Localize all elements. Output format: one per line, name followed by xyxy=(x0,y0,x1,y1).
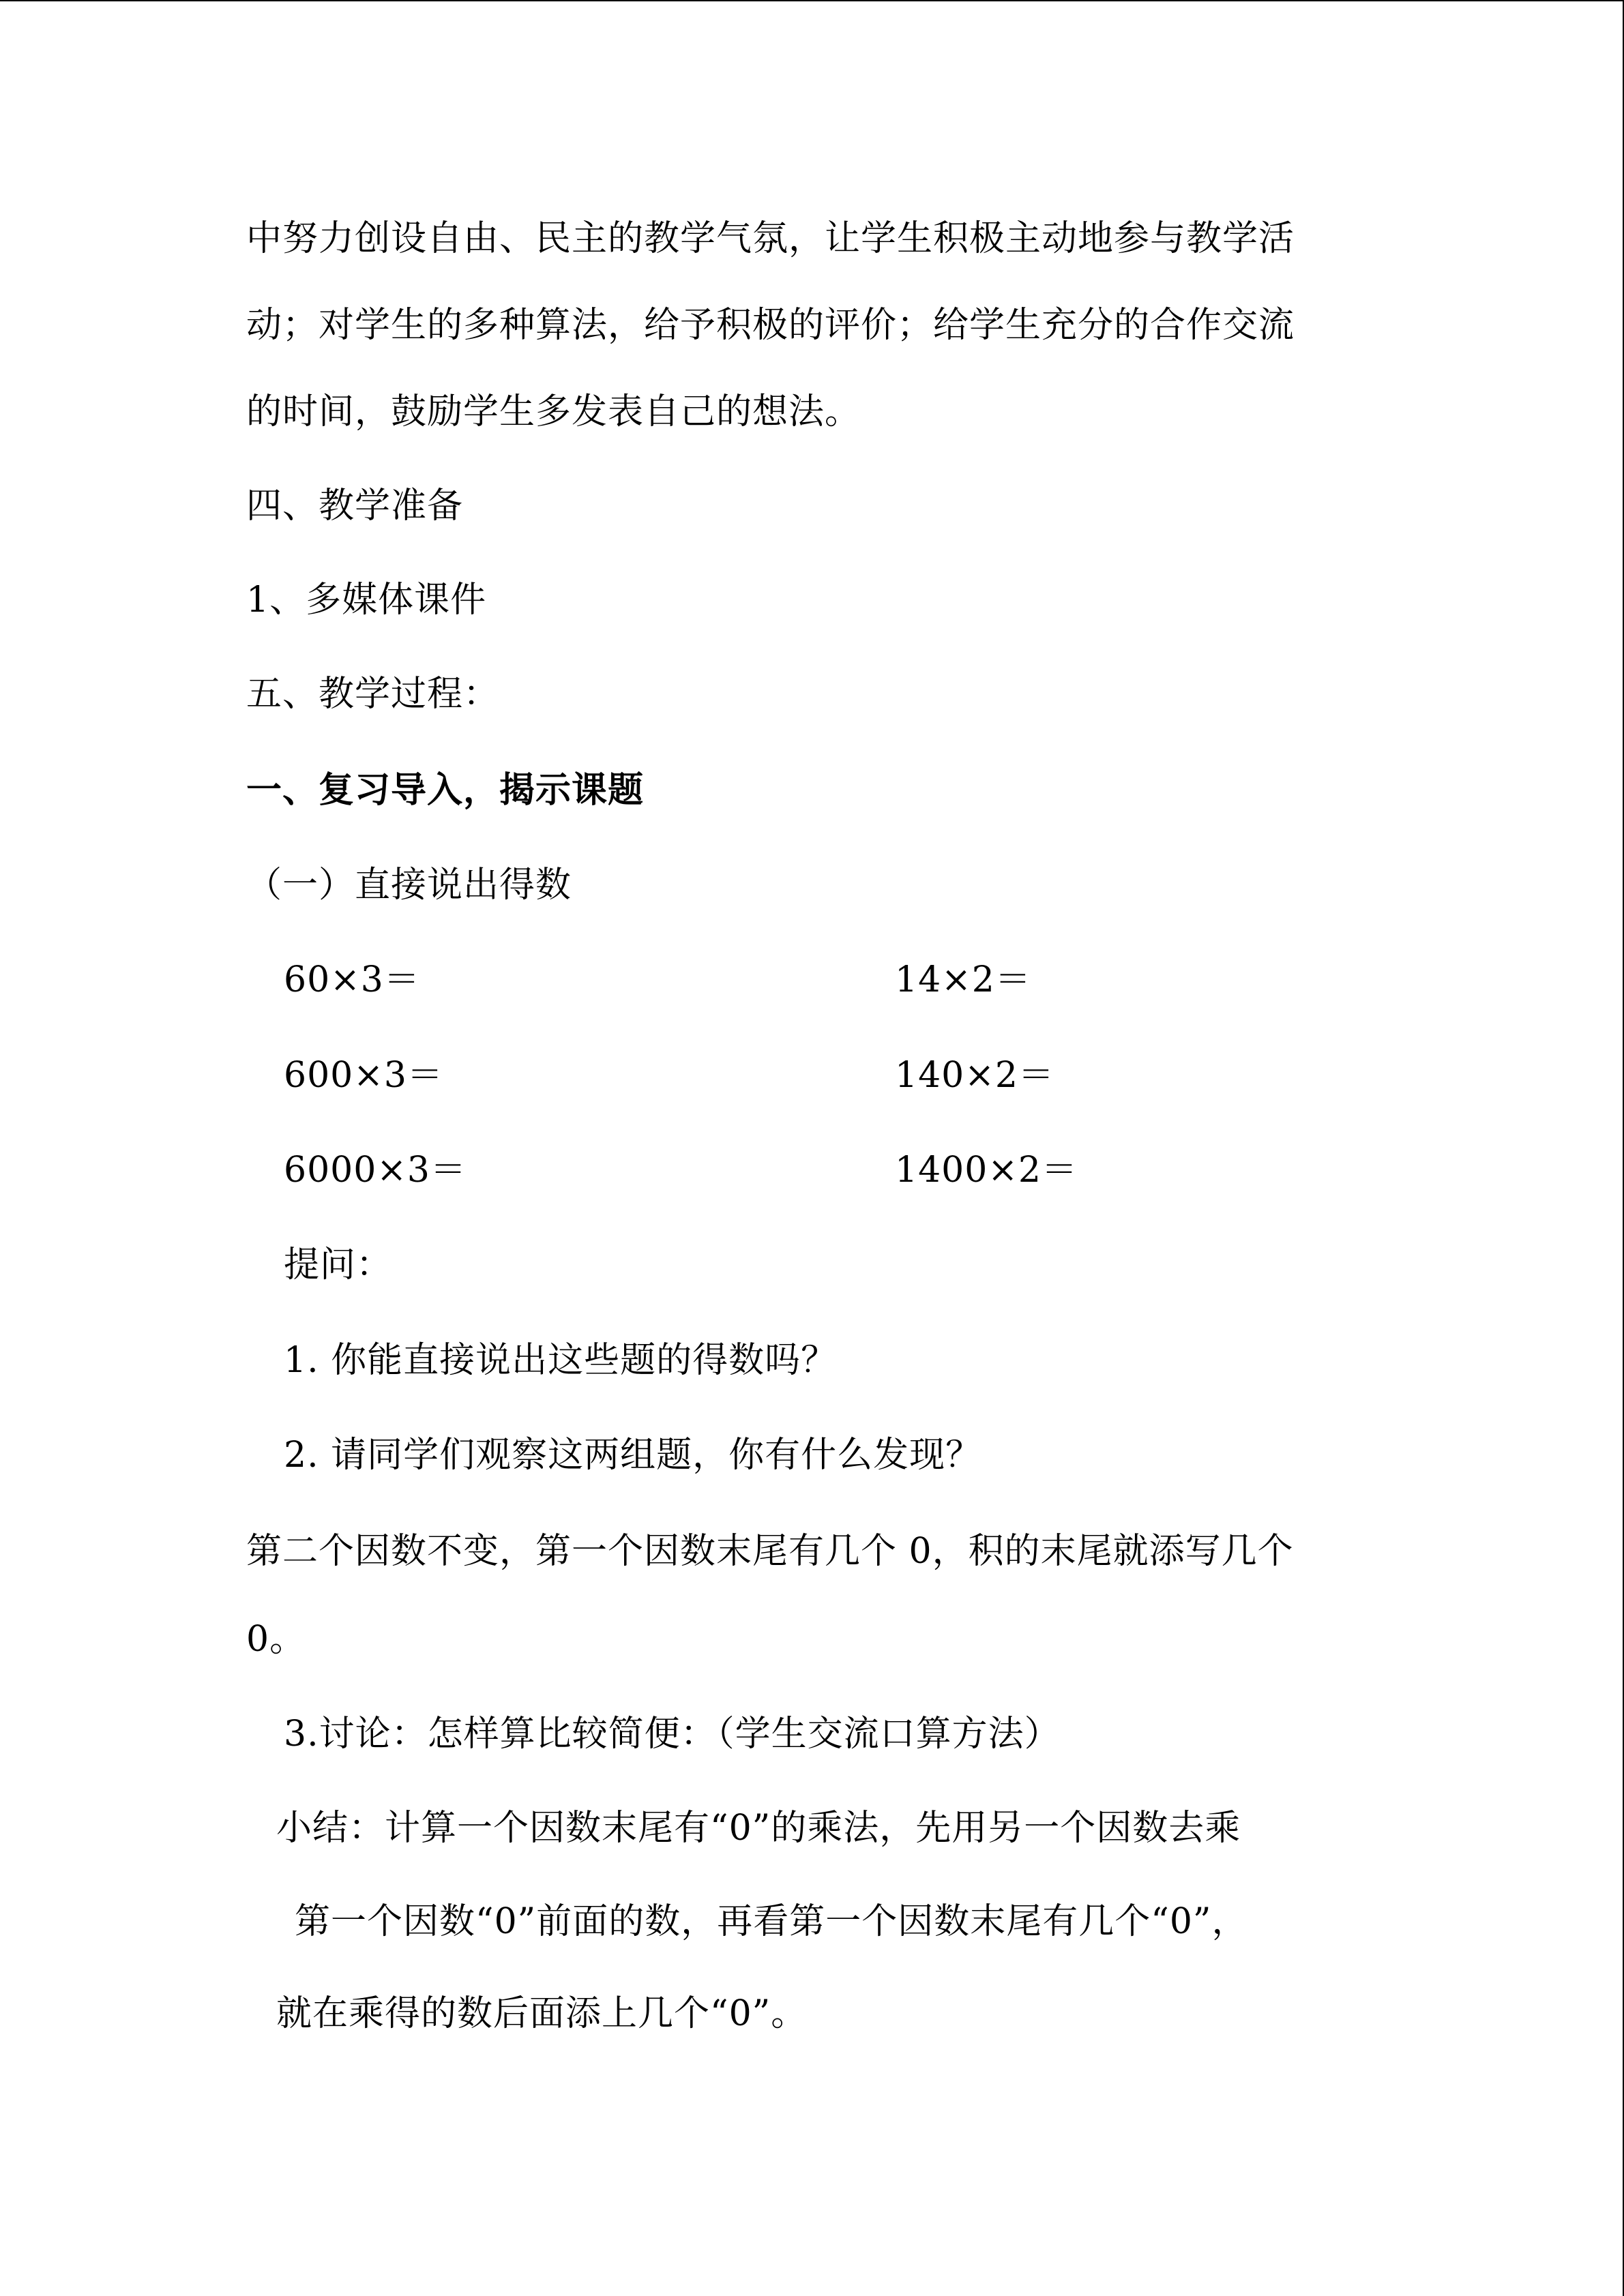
summary-line-2: 第一个因数“0”前面的数，再看第一个因数末尾有几个“0”， xyxy=(295,1901,1248,1942)
exercise-left-2: 600×3＝ xyxy=(284,1055,443,1096)
exercise-right-3: 1400×2＝ xyxy=(895,1150,1078,1191)
paragraph-line-3: 的时间，鼓励学生多发表自己的想法。 xyxy=(246,391,861,432)
paragraph-line-1: 中努力创设自由、民主的教学气氛，让学生积极主动地参与教学活 xyxy=(246,218,1295,259)
exercise-right-2: 140×2＝ xyxy=(895,1055,1054,1096)
section-4-heading: 四、教学准备 xyxy=(246,486,464,526)
part-1-heading: 一、复习导入，揭示课题 xyxy=(246,769,645,811)
part-1-subheading: （一）直接说出得数 xyxy=(246,865,572,906)
section-5-heading: 五、教学过程： xyxy=(246,674,500,715)
exercise-right-1: 14×2＝ xyxy=(895,959,1031,1000)
question-2: 2. 请同学们观察这两组题，你有什么发现？ xyxy=(284,1435,982,1476)
question-1: 1. 你能直接说出这些题的得数吗？ xyxy=(284,1340,838,1381)
paragraph-line-2: 动；对学生的多种算法，给予积极的评价；给学生充分的合作交流 xyxy=(246,305,1295,346)
summary-line-3: 就在乘得的数后面添上几个“0”。 xyxy=(276,1993,808,2034)
discussion: 3.讨论：怎样算比较简便：（学生交流口算方法） xyxy=(284,1714,1061,1755)
exercise-left-3: 6000×3＝ xyxy=(284,1150,467,1191)
section-4-item-1: 1、多媒体课件 xyxy=(246,580,487,621)
finding-line-2: 0。 xyxy=(246,1619,306,1660)
finding-line-1: 第二个因数不变，第一个因数末尾有几个 0，积的末尾就添写几个 xyxy=(246,1531,1294,1572)
question-label: 提问： xyxy=(284,1244,393,1285)
summary-line-1: 小结：计算一个因数末尾有“0”的乘法，先用另一个因数去乘 xyxy=(276,1808,1241,1849)
exercise-left-1: 60×3＝ xyxy=(284,959,420,1000)
